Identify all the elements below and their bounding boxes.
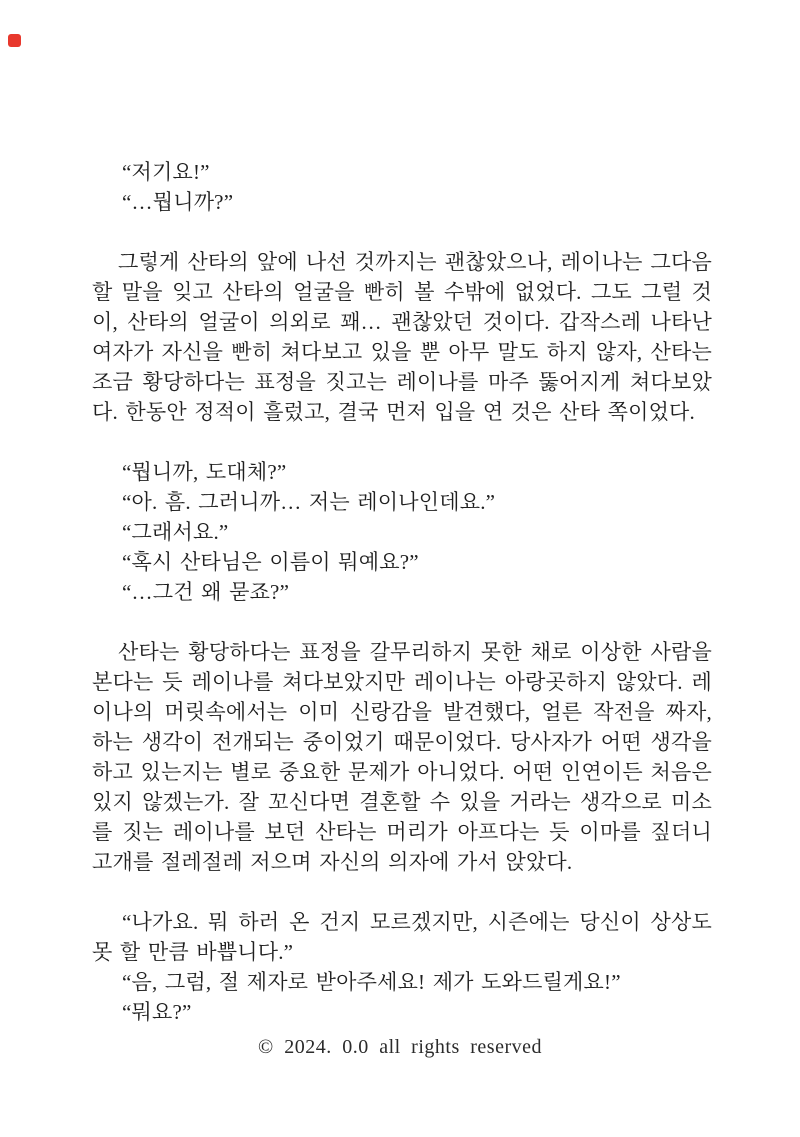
dialogue-line: “그래서요.” <box>122 520 229 544</box>
footer-copyright: © 2024. 0.0 all rights reserved <box>258 1036 542 1058</box>
dialogue-group <box>92 457 712 607</box>
novel-paragraph: 산타는 황당하다는 표정을 갈무리하지 못한 채로 이상한 사람을 본다는 듯 레이나를 쳐다보았지만 레이나는 아랑곳하지 않았다. 레이나의 머릿속에서는 이미 신랑감을 발견했다, 얼른 작전을 짜자, 하는 생각이 전개되는 중이었기 때문이었다. 당사자가 어떤 생각을 하고 있는지는 별로 중요한 문제가 아니었다. 어떤 인연이든 처음은 있지 않겠는가. 잘 꼬신다면 결혼할 수 있을 거라는 생각으로 미소를 짓는 레이나를 보던 산타는 머리가 아프다는 듯 이마를 짚더니 고개를 절레절레 저으며 자신의 의자에 가서 앉았다. <box>92 640 712 874</box>
red-bookmark-icon <box>8 34 21 47</box>
novel-paragraph: 그렇게 산타의 앞에 나선 것까지는 괜찮았으나, 레이나는 그다음 할 말을 잊고 산타의 얼굴을 빤히 볼 수밖에 없었다. 그도 그럴 것이, 산타의 얼굴이 의외로 꽤… 괜찮았던 것이다. 갑작스레 나타난 여자가 자신을 빤히 쳐다보고 있을 뿐 아무 말도 하지 않자, 산타는 조금 황당하다는 표정을 짓고는 레이나를 마주 뚫어지게 쳐다보았다. 한동안 정적이 흘렀고, 결국 먼저 입을 연 것은 산타 쪽이었다. <box>92 250 712 424</box>
dialogue-group <box>92 157 712 217</box>
novel-text-content <box>92 157 712 1057</box>
dialogue-line: “아. 흠. 그러니까… 저는 레이나인데요.” <box>122 490 496 514</box>
dialogue-group <box>92 907 712 1027</box>
dialogue-line: “나가요. 뭐 하러 온 건지 모르겠지만, 시즌에는 당신이 상상도 못 할 만큼 바쁩니다.” <box>92 910 712 964</box>
dialogue-line: “저기요!” <box>122 160 210 184</box>
dialogue-line: “…그건 왜 묻죠?” <box>122 580 290 604</box>
dialogue-line: “…뭡니까?” <box>122 190 234 214</box>
dialogue-line: “뭐요?” <box>122 1000 192 1024</box>
dialogue-line: “뭡니까, 도대체?” <box>122 460 287 484</box>
dialogue-line: “혹시 산타님은 이름이 뭐예요?” <box>122 550 419 574</box>
dialogue-line: “음, 그럼, 절 제자로 받아주세요! 제가 도와드릴게요!” <box>122 970 621 994</box>
